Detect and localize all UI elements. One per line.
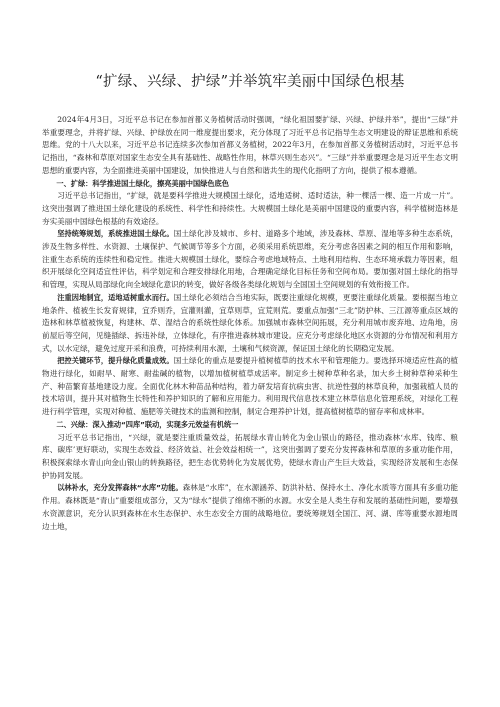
- section-2-heading: 二、兴绿：深入推动“四库”联动，实现多元效益有机统一: [56, 419, 239, 429]
- section-2-paragraph-2: [42, 482, 458, 533]
- section-1-paragraph-2: [42, 228, 458, 292]
- section-2-paragraph-1: 习近平总书记指出，“兴绿，就是要注重质量效益，拓展绿水青山转化为金山银山的路径，推动森林‘水库、钱库、粮库、碳库’更好联动，实现生态效益、经济效益、社会效益相统一”，这突出强调了要充分发挥森林和草原的多重功能作用，积极探索绿水青山向金山银山的转换路径，把生态优势转化为发展优势，使绿水青山产生巨大效益，实现经济发展和生态保护协同发展。: [42, 432, 458, 480]
- lead-phrase: 注重因地制宜，适地适树重水而行。: [57, 292, 174, 302]
- section-1-paragraph-4: [42, 355, 458, 419]
- lead-phrase: 把控关键环节，提升绿化质量成效。: [57, 356, 174, 366]
- document-body: [42, 114, 458, 533]
- paragraph-text: 国土绿化的重点是要提升植树植草的技术水平和管理能力。要选择环境适应性高的植物进行绿化，如耐旱、耐寒、耐盐碱的植物，以增加植树植草成活率。制定乡土树种草种名录，加大乡土树种草种采种生产、种苗繁育基地建设力度。全面优化林木种苗品种结构，着力研发培育抗病虫害、抗逆性强的林草良种，加强栽植人员的技术培训，提升其对植物生长特性和养护知识的了解和应用能力。利用现代信息技术建立林草信息化管理系统，对绿化工程进行科学管理，实现对种植、施肥等关键技术的监测和控制，制定合理养护计划，提高植树植草的留存率和成林率。: [42, 356, 458, 417]
- paragraph-text: 国土绿化涉及城市、乡村、道路多个地域，涉及森林、草原、湿地等多种生态系统，涉及生物多样性、水资源、土壤保护、气候调节等多个方面，必须采用系统思维，充分考虑各因素之间的相互作用和影响，注重生态系统的连续性和稳定性。推进大规模国土绿化，要综合考虑地域特点、土地利用结构、生态环境承载力等因素，组织开展绿化空间适宜性评估，科学划定和合理安排绿化用地，合理确定绿化目标任务和空间布局。要加强对国土绿化的指导和管理，实现从局部绿化向全域绿化意识的转变，做好各级各类绿化规划与全国国土空间规划的有效衔接工作。: [42, 229, 458, 290]
- paragraph-text: 国土绿化必须结合当地实际，既要注重绿化规模，更要注重绿化质量。要根据当地立地条件、植被生长发育规律，宜乔则乔，宜灌则灌，宜草则草，宜荒则荒。要重点加强“三北”防护林、三江源等重点区域的造林和林草植被恢复，构建林、草、湿结合的系统性绿化体系。加强城市森林空间拓展，充分利用城市废弃地、边角地，房前屋后等空间，见缝插绿、拆违补绿，立体绿化，有序推进森林城市建设。应充分考虑绿化地区水资源的分布情况和利用方式，以水定绿，避免过度开采和浪费，可持续利用水源，土壤和气候资源，保证国土绿化的长期稳定发展。: [42, 292, 458, 353]
- section-1-paragraph-3: [42, 292, 458, 356]
- intro-paragraph: 2024年4月3日，习近平总书记在参加首都义务植树活动时强调，“绿化祖国要扩绿、兴绿、护绿并举”，提出“三绿”并举重要理念，并将扩绿、兴绿、护绿放在同一维度提出要求，充分体现了习近平总书记指导生态文明建设的辩证思维和系统思维。党的十八大以来，习近平总书记连续多次参加首都义务植树，2022年3月，在参加首都义务植树活动时，习近平总书记指出，“森林和草原对国家生态安全具有基础性、战略性作用，林草兴则生态兴”。“三绿”并举重要理念是习近平生态文明思想的重要内容，为全面推进美丽中国建设，加快推进人与自然和谐共生的现代化指明了方向，提供了根本遵循。: [42, 115, 458, 175]
- section-1-heading: 一、扩绿：科学推进国土绿化，擦亮美丽中国绿色底色: [56, 178, 229, 188]
- section-1-paragraph-1: 习近平总书记指出，“扩绿，就是要科学推进大规模国土绿化，适地适树、适时适法，种一棵活一棵、造一片成一片”。这突出强调了推进国土绿化建设的系统性、科学性和持续性。大规模国土绿化是美丽中国建设的重要内容，科学植树造林是夯实美丽中国绿色根基的有效途径。: [42, 191, 458, 226]
- document-title: “扩绿、兴绿、护绿”并举筑牢美丽中国绿色根基: [95, 74, 405, 90]
- lead-phrase: 坚持统筹规划，系统推进国土绿化。: [57, 229, 174, 239]
- paragraph-text: 森林是“水库”，在水源涵养、防洪补枯、保持水土、净化水质等方面具有多重功能作用。森林既是“青山”重要组成部分，又为“绿水”提供了绵绵不断的水源。水安全是人类生存和发展的基础性问题，要增强水资源意识，充分认识到森林在水生态保护、水生态安全方面的战略地位。要统筹规划全国江、河、湖、库等重要水源地周边土地，: [42, 483, 458, 531]
- lead-phrase: 以林补水，充分发挥森林“水库”功能。: [57, 483, 183, 493]
